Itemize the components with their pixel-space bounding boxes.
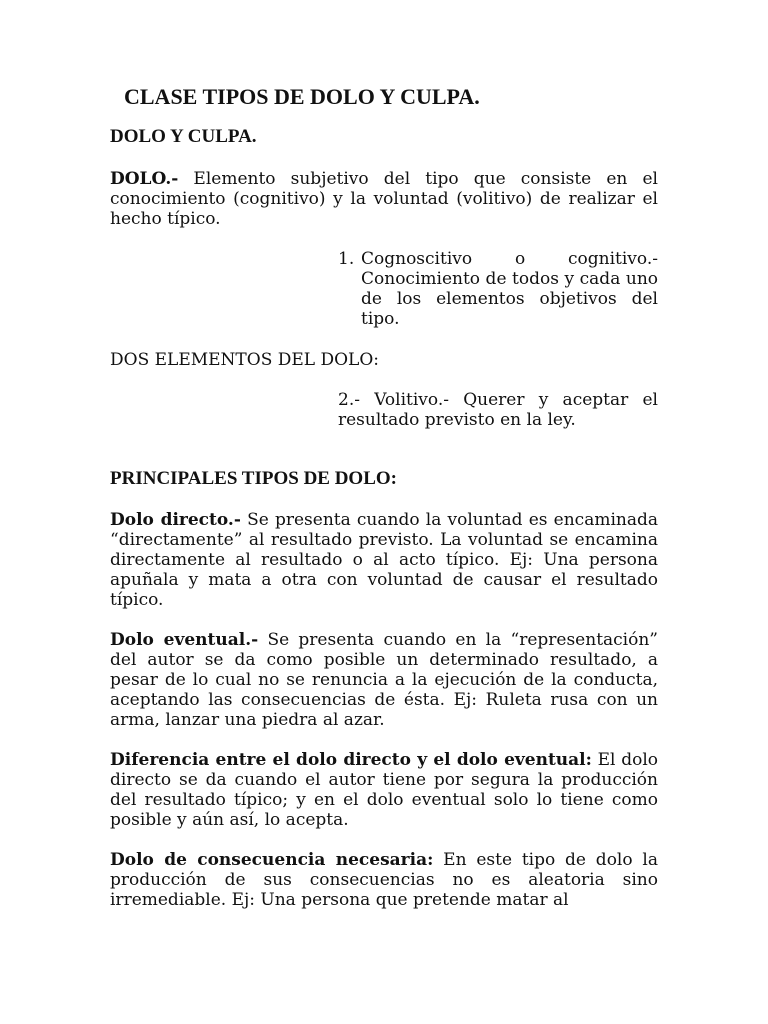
dos-elementos-label: DOS ELEMENTOS DEL DOLO: (110, 350, 379, 370)
consecuencia-lead: Dolo de consecuencia necesaria: (110, 850, 434, 870)
dolo-definition-paragraph (110, 169, 658, 229)
list-item-number: 1. (338, 249, 355, 269)
consecuencia-paragraph (110, 850, 658, 910)
dolo-directo-lead: Dolo directo.- (110, 510, 241, 530)
dolo-eventual-text: Se presenta cuando en la “representación” del autor se da como posible un determinado resultado, a pesar de lo cual no se renuncia a la ejecución de la conducta, aceptando las consecuencias de ésta. Ej: Ruleta rusa con un arma, lanzar una piedra al azar. (110, 630, 658, 730)
heading-dolo-y-culpa: DOLO Y CULPA. (110, 126, 257, 147)
list-item-volitivo: 2.- Volitivo.- Querer y aceptar el resultado previsto en la ley. (338, 390, 658, 430)
diferencia-lead: Diferencia entre el dolo directo y el dolo eventual: (110, 750, 592, 770)
diferencia-text: El dolo directo se da cuando el autor tiene por segura la producción del resultado típico; y en el dolo eventual solo lo tiene como posible y aún así, lo acepta. (110, 750, 658, 830)
list-item-text: Cognoscitivo o cognitivo.- Conocimiento de todos y cada uno de los elementos objetivos del tipo. (361, 249, 658, 329)
dolo-eventual-lead: Dolo eventual.- (110, 630, 259, 650)
document-title: CLASE TIPOS DE DOLO Y CULPA. (124, 84, 480, 109)
heading-principales-tipos: PRINCIPALES TIPOS DE DOLO: (110, 468, 397, 489)
list-item-cognitivo (338, 249, 658, 329)
diferencia-paragraph (110, 750, 658, 830)
dolo-definition-text: Elemento subjetivo del tipo que consiste en el conocimiento (cognitivo) y la voluntad (volitivo) de realizar el hecho típico. (110, 169, 658, 229)
document-page (110, 84, 658, 910)
dolo-directo-text: Se presenta cuando la voluntad es encaminada “directamente” al resultado previsto. La voluntad se encamina directamente al resultado o al acto típico. Ej: Una persona apuñala y mata a otra con voluntad de causar el resultado típico. (110, 510, 658, 610)
dolo-directo-paragraph (110, 510, 658, 610)
dolo-definition-lead: DOLO.- (110, 169, 179, 189)
dolo-eventual-paragraph (110, 630, 658, 730)
consecuencia-text: En este tipo de dolo la producción de sus consecuencias no es aleatoria sino irremediable. Ej: Una persona que pretende matar al (110, 850, 658, 910)
